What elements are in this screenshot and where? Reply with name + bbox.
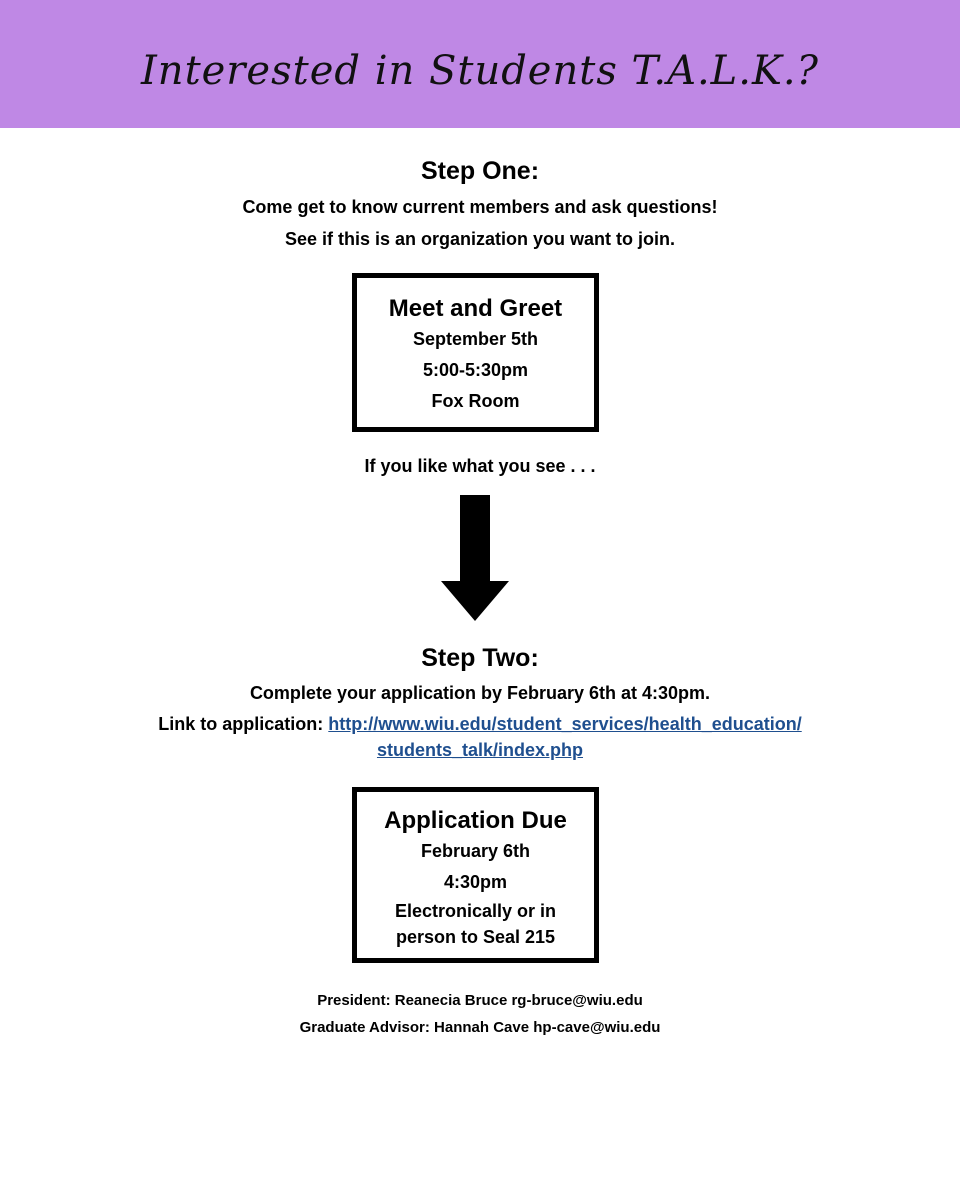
step-one-line-1: Come get to know current members and ask questions! [242,197,718,217]
application-due-time: 4:30pm [443,872,508,892]
president-contact: President: Reanecia Bruce rg-bruce@wiu.edu [317,992,643,1009]
application-method-line-1: Electronically or in [394,901,557,921]
step-two-line-1: Complete your application by February 6th at 4:30pm. [249,683,711,703]
meet-and-greet-title: Meet and Greet [388,295,563,322]
meet-and-greet-location: Fox Room [431,391,520,411]
application-link-part-2[interactable]: students_talk/index.php [376,740,584,760]
header-band [0,0,960,128]
down-arrow-icon [441,495,509,621]
application-due-title: Application Due [384,807,567,834]
meet-and-greet-box [352,273,599,432]
application-due-date: February 6th [420,841,531,861]
step-two-heading: Step Two: [421,644,539,672]
transition-text: If you like what you see . . . [364,456,596,476]
advisor-contact: Graduate Advisor: Hannah Cave hp-cave@wiu.edu [299,1019,661,1036]
application-link-row-2 [0,738,960,762]
step-one-heading: Step One: [420,157,540,185]
application-link-row [0,712,960,736]
application-method-line-2: person to Seal 215 [395,927,556,947]
meet-and-greet-time: 5:00-5:30pm [422,360,529,380]
meet-and-greet-date: September 5th [412,329,539,349]
application-due-box [352,787,599,963]
step-one-line-2: See if this is an organization you want to join. [284,229,676,249]
flyer-title: Interested in Students T.A.L.K.? [141,48,819,94]
application-link-part-1[interactable]: http://www.wiu.edu/student_services/health_education/ [328,714,802,734]
application-link-label: Link to application: [158,714,324,734]
